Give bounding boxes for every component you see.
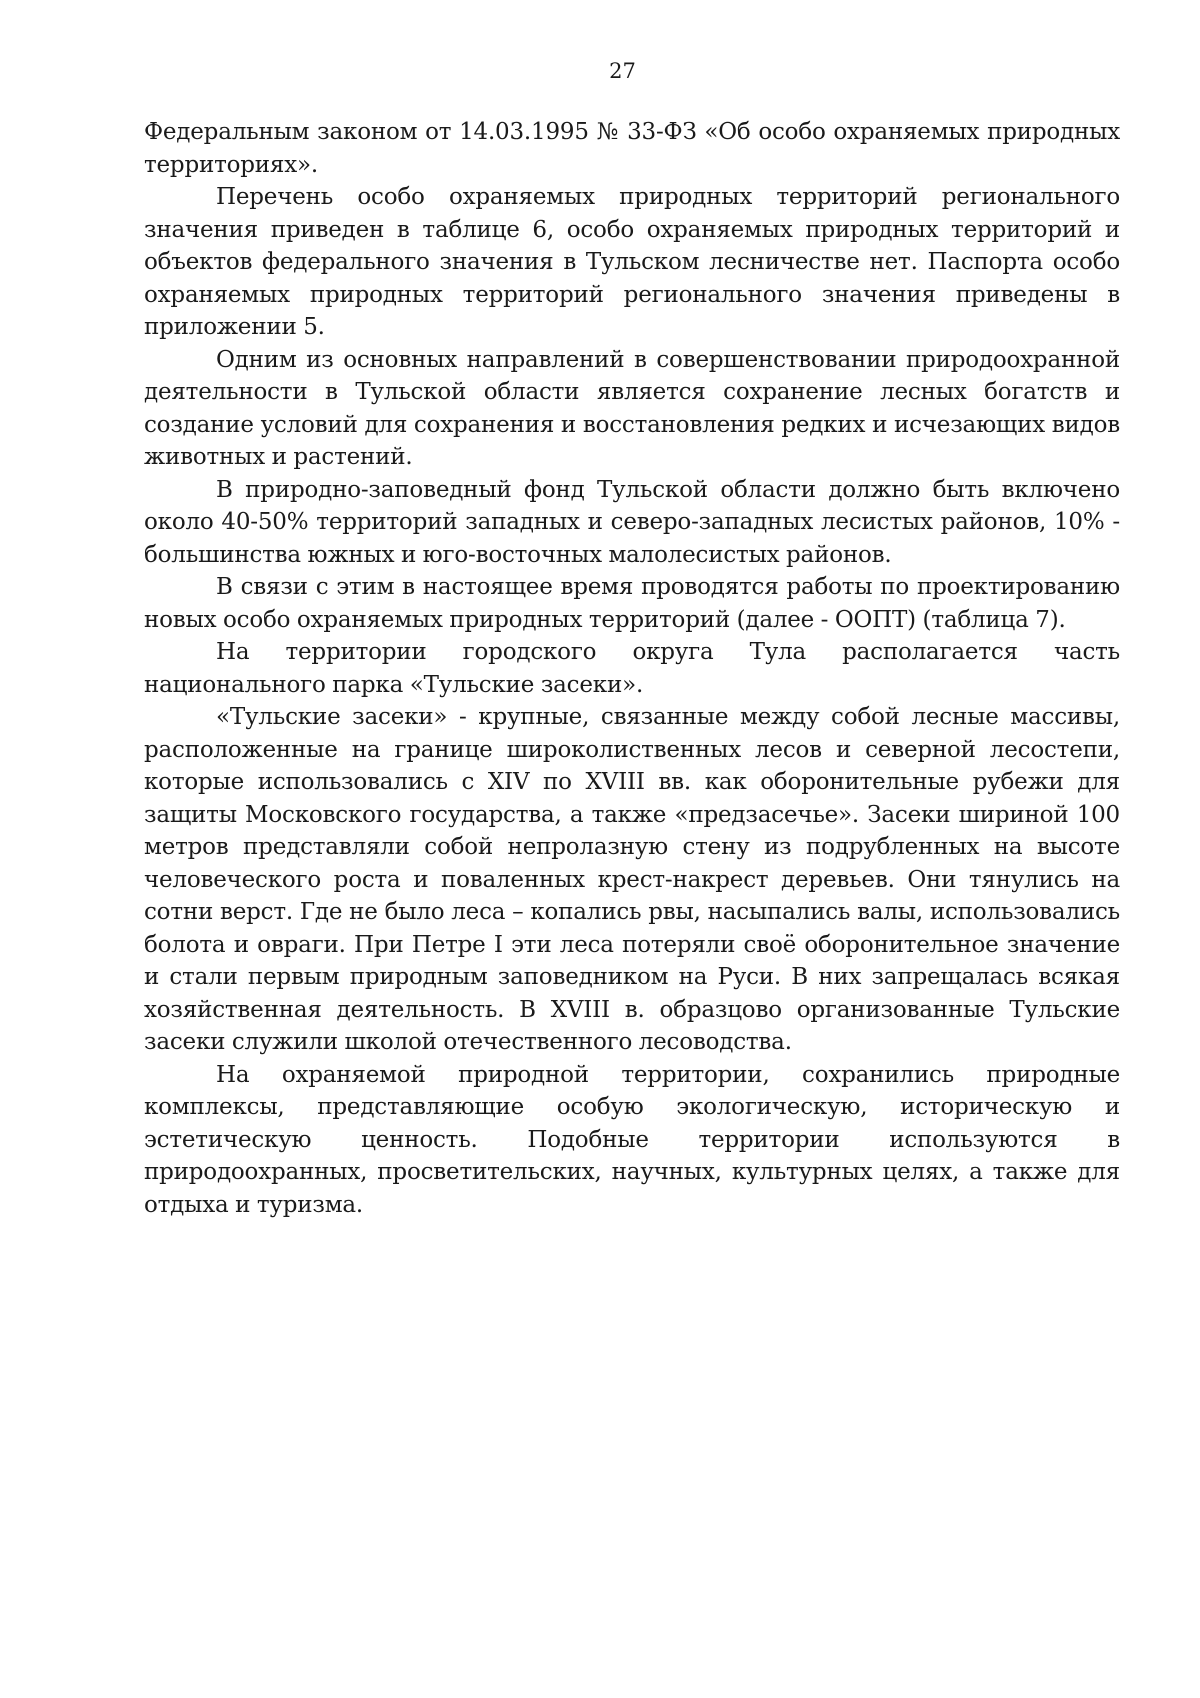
paragraph-tula-zaseki-history: «Тульские засеки» - крупные, связанные между собой лесные массивы, расположенные на границе широколиственных лесов и северной лесостепи, которые использовались с XIV по XVIII вв. как оборонительные рубежи для защиты Московского государства, а также «предзасечье». Засеки шириной 100 метров представляли собой непролазную стену из подрубленных на высоте человеческого роста и поваленных крест-накрест деревьев. Они тянулись на сотни верст. Где не было леса – копались рвы, насыпались валы, использовались болота и овраги. При Петре I эти леса потеряли своё оборонительное значение и стали первым природным заповедником на Руси. В них запрещалась всякая хозяйственная деятельность. В XVIII в. образцово организованные Тульские засеки служили школой отечественного лесоводства. [144,704,1120,1055]
paragraph-law-reference: Федеральным законом от 14.03.1995 № 33-ФЗ «Об особо охраняемых природных территориях». [144,119,1120,178]
paragraph-national-park: На территории городского округа Тула располагается часть национального парка «Тульские засеки». [144,639,1120,698]
paragraph-protected-area-value: На охраняемой природной территории, сохранились природные комплексы, представляющие особую экологическую, историческую и эстетическую ценность. Подобные территории используются в природоохранных, просветительских, научных, культурных целях, а также для отдыха и туризма. [144,1061,1120,1218]
document-body [144,116,1120,1221]
paragraph-regional-territories-list: Перечень особо охраняемых природных территорий регионального значения приведен в таблице 6, особо охраняемых природных территорий и объектов федерального значения в Тульском лесничестве нет. Паспорта особо охраняемых природных территорий регионального значения приведены в приложении 5. [144,184,1120,340]
page-number: 27 [609,59,636,83]
paragraph-conservation-direction: Одним из основных направлений в совершенствовании природоохранной деятельности в Тульской области является сохранение лесных богатств и создание условий для сохранения и восстановления редких и исчезающих видов животных и растений. [144,346,1120,470]
paragraph-new-protected-areas: В связи с этим в настоящее время проводятся работы по проектированию новых особо охраняемых природных территорий (далее - ООПТ) (таблица 7). [144,574,1120,633]
paragraph-reserve-fund: В природно-заповедный фонд Тульской области должно быть включено около 40-50% территорий западных и северо-западных лесистых районов, 10% - большинства южных и юго-восточных малолесистых районов. [144,476,1120,568]
